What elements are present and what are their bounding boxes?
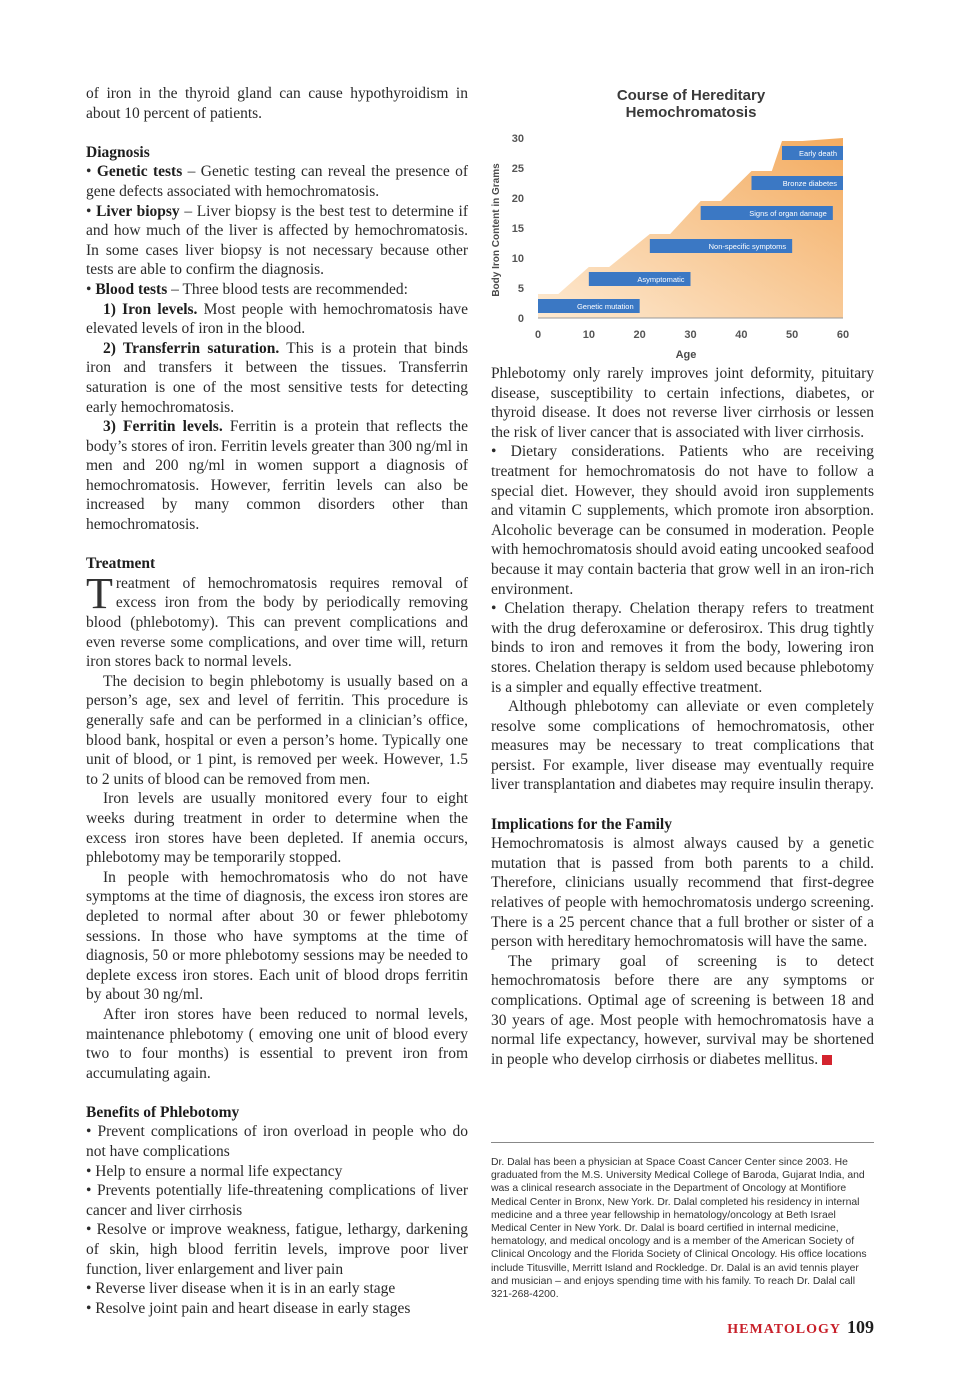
chart-x-axis-label: Age: [675, 349, 697, 361]
family-paragraph-2: [491, 952, 874, 1070]
liver-biopsy-item: • Liver biopsy – Liver biopsy is the best test to determine if and how much of the liver is affected by hemochromatosis. In some cases liver biopsy is not necessary because other tests are able to confirm the diagnosis.: [86, 202, 468, 279]
chart-x-tick-label: 20: [633, 329, 646, 341]
ferritin-text: Ferritin is a protein that reflects the body’s stores of iron. Ferritin levels greater than 300 ng/ml in men and 200 ng/ml in women support a diagnosis of hemochromatosis. However, ferritin levels can also be increased by many common disorders other than hemochromatosis.: [86, 418, 468, 534]
chart-x-tick-label: 0: [534, 329, 542, 341]
footnote-divider: [491, 1142, 874, 1143]
iron-levels-item: [86, 300, 468, 339]
benefit-item: • Reverse liver disease when it is in an early stage: [86, 1280, 396, 1298]
chart-stage-label: Asymptomatic: [637, 275, 685, 284]
chart-title-line-1: Course of Hereditary: [616, 87, 766, 104]
page-number: 109: [847, 1317, 874, 1337]
ferritin-item: [86, 417, 468, 535]
benefits-heading: Benefits of Phlebotomy: [86, 1103, 240, 1121]
chart-x-tick-label: 60: [836, 329, 850, 341]
blood-tests-text: – Three blood tests are recommended:: [167, 280, 408, 298]
chart-area-fill: [538, 138, 843, 318]
iron-levels-label: 1) Iron levels.: [103, 300, 198, 318]
chart-x-tick-label: 50: [786, 329, 799, 341]
drop-cap: T: [86, 568, 113, 618]
chart-y-tick-label: 5: [517, 283, 524, 295]
benefit-item: • Prevents potentially life-threatening complications of liver cancer and liver cirrhosis: [86, 1182, 468, 1219]
benefit-item: • Resolve joint pain and heart disease in early stages: [86, 1299, 411, 1317]
chart-y-tick-label: 10: [511, 253, 524, 265]
end-mark-icon: [822, 1055, 832, 1065]
family-paragraph-1: Hemochromatosis is almost always caused by a genetic mutation that is passed from both parents to a child. Therefore, clinicians usually recommend that first-degree relatives of people with hemochromatosis undergo screening. There is a 25 percent chance that a full brother or sister of a person with hereditary hemochromatosis will have the same.: [491, 835, 874, 951]
right-column: [491, 364, 874, 1069]
transferrin-text: This is a protein that binds iron and transfers it between the tissues. Transferrin saturation is one of the most sensitive tests for detecting early hemochromatosis.: [86, 339, 468, 416]
treatment-heading: Treatment: [86, 555, 156, 573]
right-paragraph-4: Although phlebotomy can alleviate or even completely resolve some complications of hemochromatosis, other measures may be necessary to treat complications that persist. For example, liver disease may eventually require liver transplantation and diabetes may require insulin therapy.: [491, 698, 874, 794]
benefit-item: • Help to ensure a normal life expectancy: [86, 1162, 343, 1180]
chart-title-line-2: Hemochromatosis: [625, 104, 757, 121]
chart-stage-label: Bronze diabetes: [782, 179, 837, 188]
blood-tests-item: • Blood tests – Three blood tests are recommended:: [86, 280, 408, 298]
genetic-tests-item: • Genetic tests – Genetic testing can reveal the presence of gene defects associated with hemochromatosis.: [86, 163, 468, 200]
chart-stage-label: Early death: [799, 149, 837, 158]
treatment-paragraph-1: [86, 568, 468, 672]
chart-y-tick-label: 20: [511, 193, 524, 205]
right-paragraph-1: Phlebotomy only rarely improves joint deformity, pituitary disease, susceptibility to certain infections, diabetes, or thyroid disease. It does not reverse liver cirrhosis or lessen the risk of liver cancer that is associated with liver cirrhosis.: [491, 365, 874, 441]
treatment-paragraph-1-text: reatment of hemochromatosis requires removal of excess iron from the body by periodically removing blood (phlebotomy). This can prevent complications and even reverse some complications, and over time will, return iron stores back to normal levels.: [86, 574, 468, 671]
family-heading: Implications for the Family: [491, 815, 672, 833]
transferrin-label: 2) Transferrin saturation.: [103, 339, 280, 357]
author-footnote: Dr. Dalal has been a physician at Space Coast Cancer Center since 2003. He graduated from the M.S. University Medical College of Baroda, Gujarat India, and was a clinical research associate in the Department of Oncology at Montifiore Medical Center in Bronx, New York. Dr. Dalal completed his residency in internal medicine and a three year fellowship in hematology/oncology at Beth Israel Medical Center in New York. Dr. Dalal is board certified in internal medicine, hematology, and medical oncology and is a member of the American Society of Clinical Oncology and the Florida Society of Clinical Oncology. His office locations include Titusville, Merritt Island and Rockledge. Dr. Dalal is an avid tennis player and musician – and enjoys spending time with his family. To reach Dr. Dalal call 321-268-4200.: [491, 1157, 867, 1301]
hemochromatosis-chart: [488, 82, 878, 364]
chelation-paragraph: • Chelation therapy. Chelation therapy refers to treatment with the drug deferoxamine or deferosirox. This drug tightly binds to iron and removes it from the body, lowering iron stores. Chelation therapy is seldom used because phlebotomy is a simpler and equally effective treatment.: [491, 600, 874, 696]
chart-y-tick-label: 15: [511, 223, 524, 235]
section-name: HEMATOLOGY: [727, 1322, 841, 1337]
treatment-paragraph-4: In people with hemochromatosis who do not have symptoms at the time of diagnosis, the excess iron stores are depleted to normal after about 30 or fewer phlebotomy sessions. In those who have symptoms at the time of diagnosis, 50 or more phlebotomy sessions may be needed to deplete excess iron stores. Each unit of blood drops ferritin by about 30 ng/ml.: [86, 868, 468, 1004]
family-paragraph-2-text: The primary goal of screening is to detect hemochromatosis before there are any symptoms or complications. Optimal age of screening is between 18 and 30 years of age. Most people with hemochromatosis have a normal life expectancy, however, survival may be shortened in people who develop cirrhosis or diabetes mellitus.: [491, 952, 874, 1068]
chart-y-tick-label: 30: [511, 133, 524, 145]
chart-stage-label: Genetic mutation: [576, 302, 634, 311]
chart-plot-area: [512, 133, 849, 341]
iron-levels-text: Most people with hemochromatosis have elevated levels of iron in the blood.: [86, 300, 468, 338]
chart-stage-label: Non-specific symptoms: [708, 242, 787, 251]
treatment-paragraph-5: After iron stores have been reduced to normal levels, maintenance phlebotomy ( emoving one unit of blood every two to four months) is essential to prevent iron from accumulating again.: [86, 1005, 468, 1082]
chart-x-tick-label: 30: [684, 329, 697, 341]
liver-biopsy-label: Liver biopsy: [96, 202, 180, 220]
ferritin-label: 3) Ferritin levels.: [103, 418, 223, 436]
benefit-item: • Prevent complications of iron overload in people who do not have complications: [86, 1123, 468, 1161]
left-column: [86, 84, 468, 1318]
chart-x-tick-label: 40: [735, 329, 748, 341]
dietary-paragraph: • Dietary considerations. Patients who are receiving treatment for hemochromatosis do not have to follow a special diet. However, they should avoid iron supplements and vitamin C supplements, which promote iron absorption. Alcoholic beverage can be consumed in moderation. People with hemochromatosis should avoid eating uncooked seafood because it may contain bacteria that grow well in an iron-rich environment.: [491, 443, 874, 598]
chart-x-tick-label: 10: [582, 329, 595, 341]
blood-tests-label: Blood tests: [95, 280, 168, 298]
chart-y-axis-label: Body Iron Content in Grams: [491, 163, 502, 297]
diagnosis-heading: Diagnosis: [86, 143, 150, 161]
transferrin-item: [86, 339, 468, 417]
liver-biopsy-text: – Liver biopsy is the best test to determine if and how much of the liver is affected by hemochromatosis. In some cases liver biopsy is not necessary because other tests are able to confirm the diagnosis.: [86, 202, 468, 279]
genetic-tests-text: – Genetic testing can reveal the presence of gene defects associated with hemochromatosis.: [86, 163, 468, 200]
page-footer: [727, 1317, 874, 1338]
benefit-item: • Resolve or improve weakness, fatigue, lethargy, darkening of skin, high blood ferritin levels, improve poor liver function, liver enlargement and liver pain: [86, 1221, 468, 1278]
chart-y-tick-label: 25: [511, 163, 524, 175]
treatment-paragraph-2: The decision to begin phlebotomy is usually based on a person’s age, sex and level of ferritin. This procedure is generally safe and can be performed in a clinician’s office, blood bank, hospital or even a person’s home. Typically one unit of blood, or 1 pint, is removed per week. However, 1.5 to 2 units of blood can be removed from men.: [86, 672, 468, 788]
chart-y-tick-label: 0: [517, 313, 524, 325]
treatment-paragraph-3: Iron levels are usually monitored every four to eight weeks during treatment in order to determine when the excess iron stores have been depleted. If anemia occurs, phlebotomy may be temporarily stopped.: [86, 790, 468, 867]
genetic-tests-label: Genetic tests: [96, 163, 183, 181]
intro-paragraph: of iron in the thyroid gland can cause hypothyroidism in about 10 percent of patients.: [86, 85, 468, 122]
chart-stage-label: Signs of organ damage: [749, 209, 827, 218]
